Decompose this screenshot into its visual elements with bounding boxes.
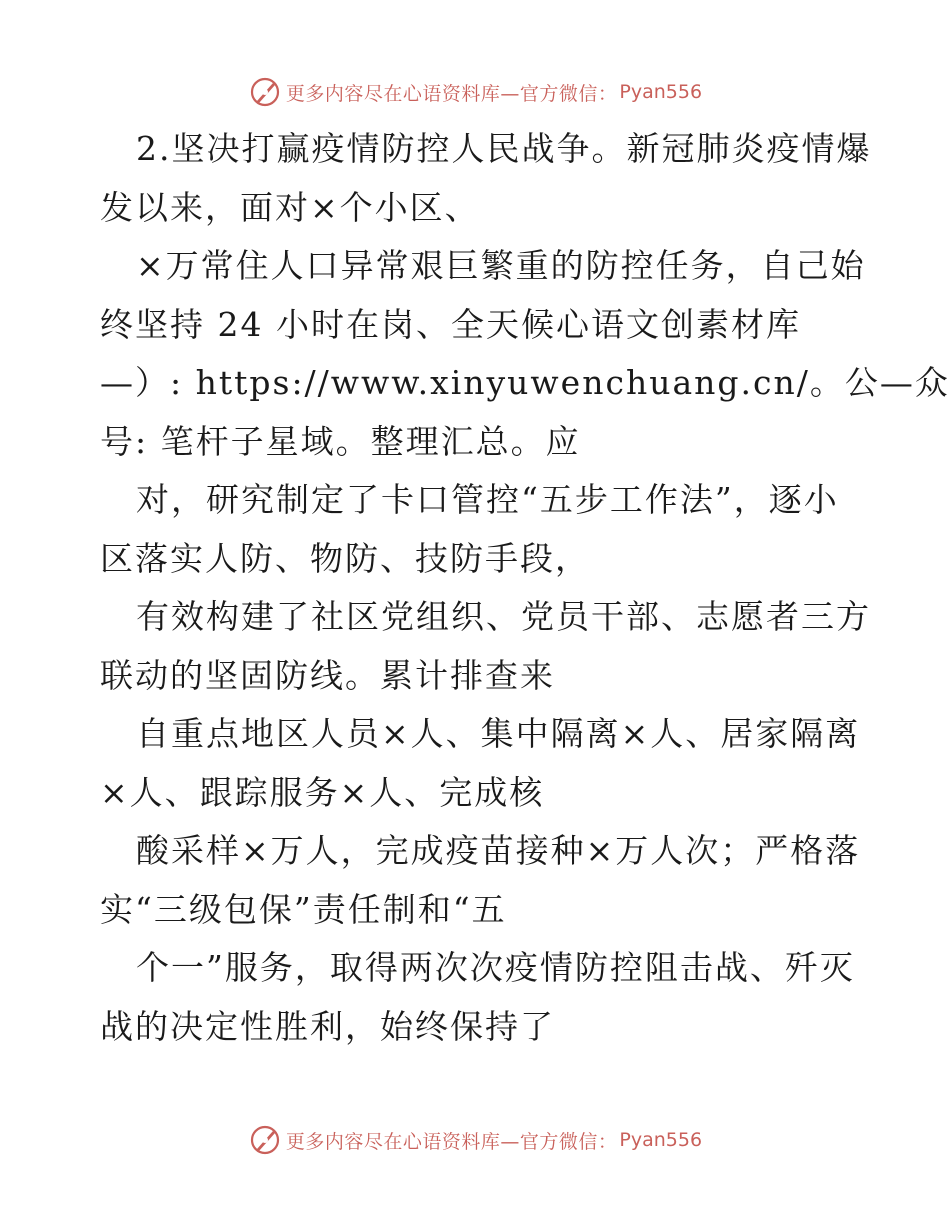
body-line: 对，研究制定了卡口管控“五步工作法”，逐小 [136,480,839,519]
body-line: ×人、跟踪服务×人、完成核 [100,772,545,812]
body-line: 发以来，面对×个小区、 [100,187,480,227]
watermark-wechat-id: Pyan556 [619,1129,703,1151]
body-line: 酸采样×万人，完成疫苗接种×万人次；严格落 [136,831,861,870]
body-line: 有效构建了社区党组织、党员干部、志愿者三方 [136,597,871,636]
body-line: 区落实人防、物防、技防手段， [100,538,590,578]
header-watermark [0,72,950,112]
body-line: 实“三级包保”责任制和“五 [100,889,507,929]
body-line: 联动的坚固防线。累计排查来 [100,655,555,695]
quill-pen-logo-icon [248,1123,282,1157]
watermark-text: 更多内容尽在心语资料库—官方微信： [285,1130,618,1153]
watermark-text: 更多内容尽在心语资料库—官方微信： [285,82,618,105]
document-body [100,120,950,1056]
watermark-wechat-id: Pyan556 [619,81,703,103]
body-line: 战的决定性胜利，始终保持了 [100,1006,555,1046]
body-line: 2.坚决打赢疫情防控人民战争。新冠肺炎疫情爆 [136,129,872,168]
footer-watermark [0,1120,950,1160]
body-line: 个一”服务，取得两次次疫情防控阻击战、歼灭 [136,948,855,987]
body-line: 号: 笔杆子星域。整理汇总。应 [100,421,581,461]
body-line: 自重点地区人员×人、集中隔离×人、居家隔离 [136,714,861,753]
quill-pen-logo-icon [248,75,282,109]
body-line: 终坚持 24 小时在岗、全天候心语文创素材库 [100,304,801,344]
body-line: —）: https://www.xinyuwenchuang.cn/。公—众 [100,363,950,402]
body-line: ×万常住人口异常艰巨繁重的防控任务，自己始 [136,246,866,285]
